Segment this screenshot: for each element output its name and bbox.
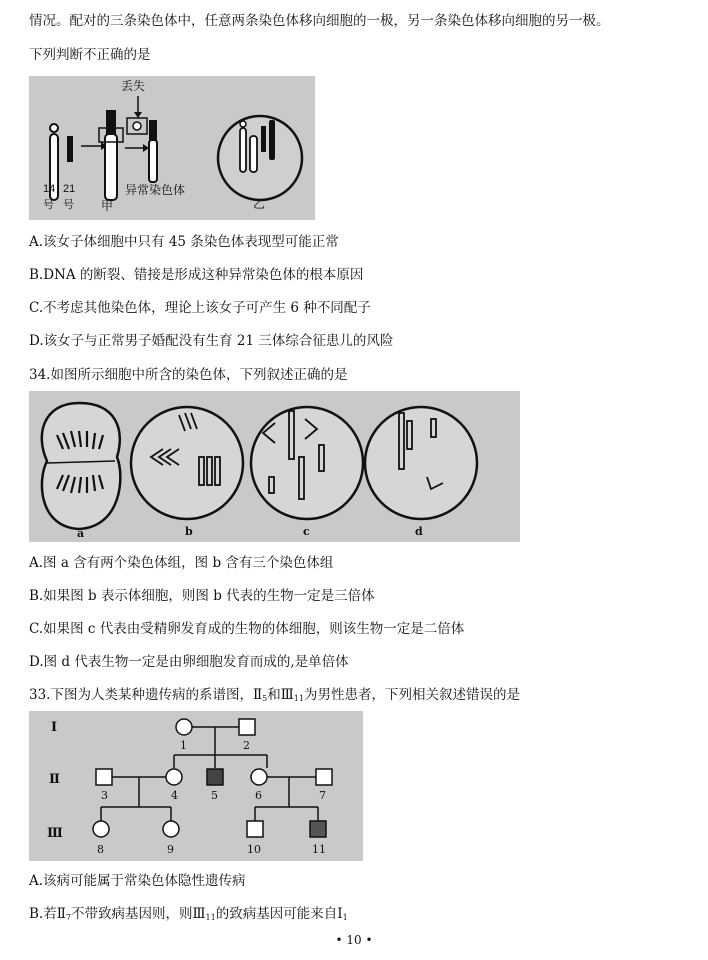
- q34-stem: 34.如图所示细胞中所含的染色体，下列叙述正确的是: [29, 367, 348, 383]
- node-4: 4: [171, 789, 178, 802]
- node-7: 7: [319, 789, 326, 802]
- q33-optb-sub-1: 1: [342, 913, 348, 922]
- q33-optb-roman-2: Ⅱ: [56, 906, 66, 922]
- gen-3: Ⅲ: [47, 826, 63, 841]
- node-10: 10: [247, 843, 261, 856]
- node-11: 11: [312, 843, 326, 856]
- q33-optb-roman-1: Ⅰ: [337, 906, 343, 922]
- label-hao-14: 号: [43, 199, 54, 211]
- q34-option-b: B.如果图 b 表示体细胞，则图 b 代表的生物一定是三倍体: [29, 588, 375, 604]
- option-a: A.该女子体细胞中只有 45 条染色体表现型可能正常: [29, 234, 339, 250]
- chromosome-translocation-figure: [29, 76, 315, 220]
- label-21: 21: [63, 183, 76, 195]
- q33-stem-post: 为男性患者，下列相关叙述错误的是: [303, 687, 520, 703]
- q33-optb-sub-11: 11: [205, 913, 216, 922]
- node-3: 3: [101, 789, 108, 802]
- cell-chromosome-figure: [29, 391, 520, 542]
- question-stem-line2: 下列判断不正确的是: [29, 47, 151, 63]
- label-c: c: [303, 525, 310, 538]
- option-c: C.不考虑其他染色体，理论上该女子可产生 6 种不同配子: [29, 300, 371, 316]
- gen-2: Ⅱ: [49, 772, 60, 787]
- option-b: B.DNA 的断裂、错接是形成这种异常染色体的根本原因: [29, 267, 364, 283]
- q33-option-b: [29, 905, 348, 927]
- q33-optb-mid2: 的致病基因可能来自: [215, 906, 338, 922]
- node-1: 1: [180, 739, 187, 752]
- pedigree-figure: [29, 711, 363, 861]
- q33-roman-2: Ⅱ: [252, 687, 263, 703]
- q33-stem: [29, 686, 520, 708]
- label-d: d: [415, 525, 423, 538]
- label-abnormal-chromosome: 异常染色体: [125, 183, 186, 197]
- q33-sub-5: 5: [262, 694, 268, 703]
- page-number: • 10 •: [335, 933, 373, 947]
- q34-option-a: A.图 a 含有两个染色体组，图 b 含有三个染色体组: [29, 555, 334, 571]
- question-stem-line1: 情况。配对的三条染色体中，任意两条染色体移向细胞的一极，另一条染色体移向细胞的另一极。: [29, 13, 610, 29]
- q33-stem-pre: 33.下图为人类某种遗传病的系谱图，: [29, 687, 253, 703]
- node-9: 9: [167, 843, 174, 856]
- node-6: 6: [255, 789, 262, 802]
- option-d: D.该女子与正常男子婚配没有生育 21 三体综合征患儿的风险: [29, 333, 394, 349]
- label-jia: 甲: [101, 199, 114, 213]
- label-yi: 乙: [253, 197, 266, 211]
- q33-optb-roman-3: Ⅲ: [192, 906, 206, 922]
- q33-optb-sub-7: 7: [65, 913, 71, 922]
- q34-option-c: C.如果图 c 代表由受精卵发育成的生物的体细胞，则该生物一定是二倍体: [29, 621, 465, 637]
- node-5: 5: [211, 789, 218, 802]
- label-14: 14: [43, 183, 56, 195]
- q33-sub-11: 11: [293, 694, 304, 703]
- label-a: a: [77, 527, 85, 540]
- q33-roman-3: Ⅲ: [280, 687, 294, 703]
- node-8: 8: [97, 843, 104, 856]
- gen-1: Ⅰ: [51, 720, 58, 735]
- q33-option-a: A.该病可能属于常染色体隐性遗传病: [29, 873, 246, 889]
- q33-optb-pre: B.若: [29, 906, 57, 922]
- label-b: b: [185, 525, 193, 538]
- node-2: 2: [243, 739, 250, 752]
- q34-option-d: D.图 d 代表生物一定是由卵细胞发育而成的,是单倍体: [29, 654, 349, 670]
- label-hao-21: 号: [63, 199, 74, 211]
- q33-optb-mid: 不带致病基因则，则: [71, 906, 193, 922]
- q33-and: 和: [267, 687, 281, 703]
- label-lost: 丢失: [121, 79, 146, 93]
